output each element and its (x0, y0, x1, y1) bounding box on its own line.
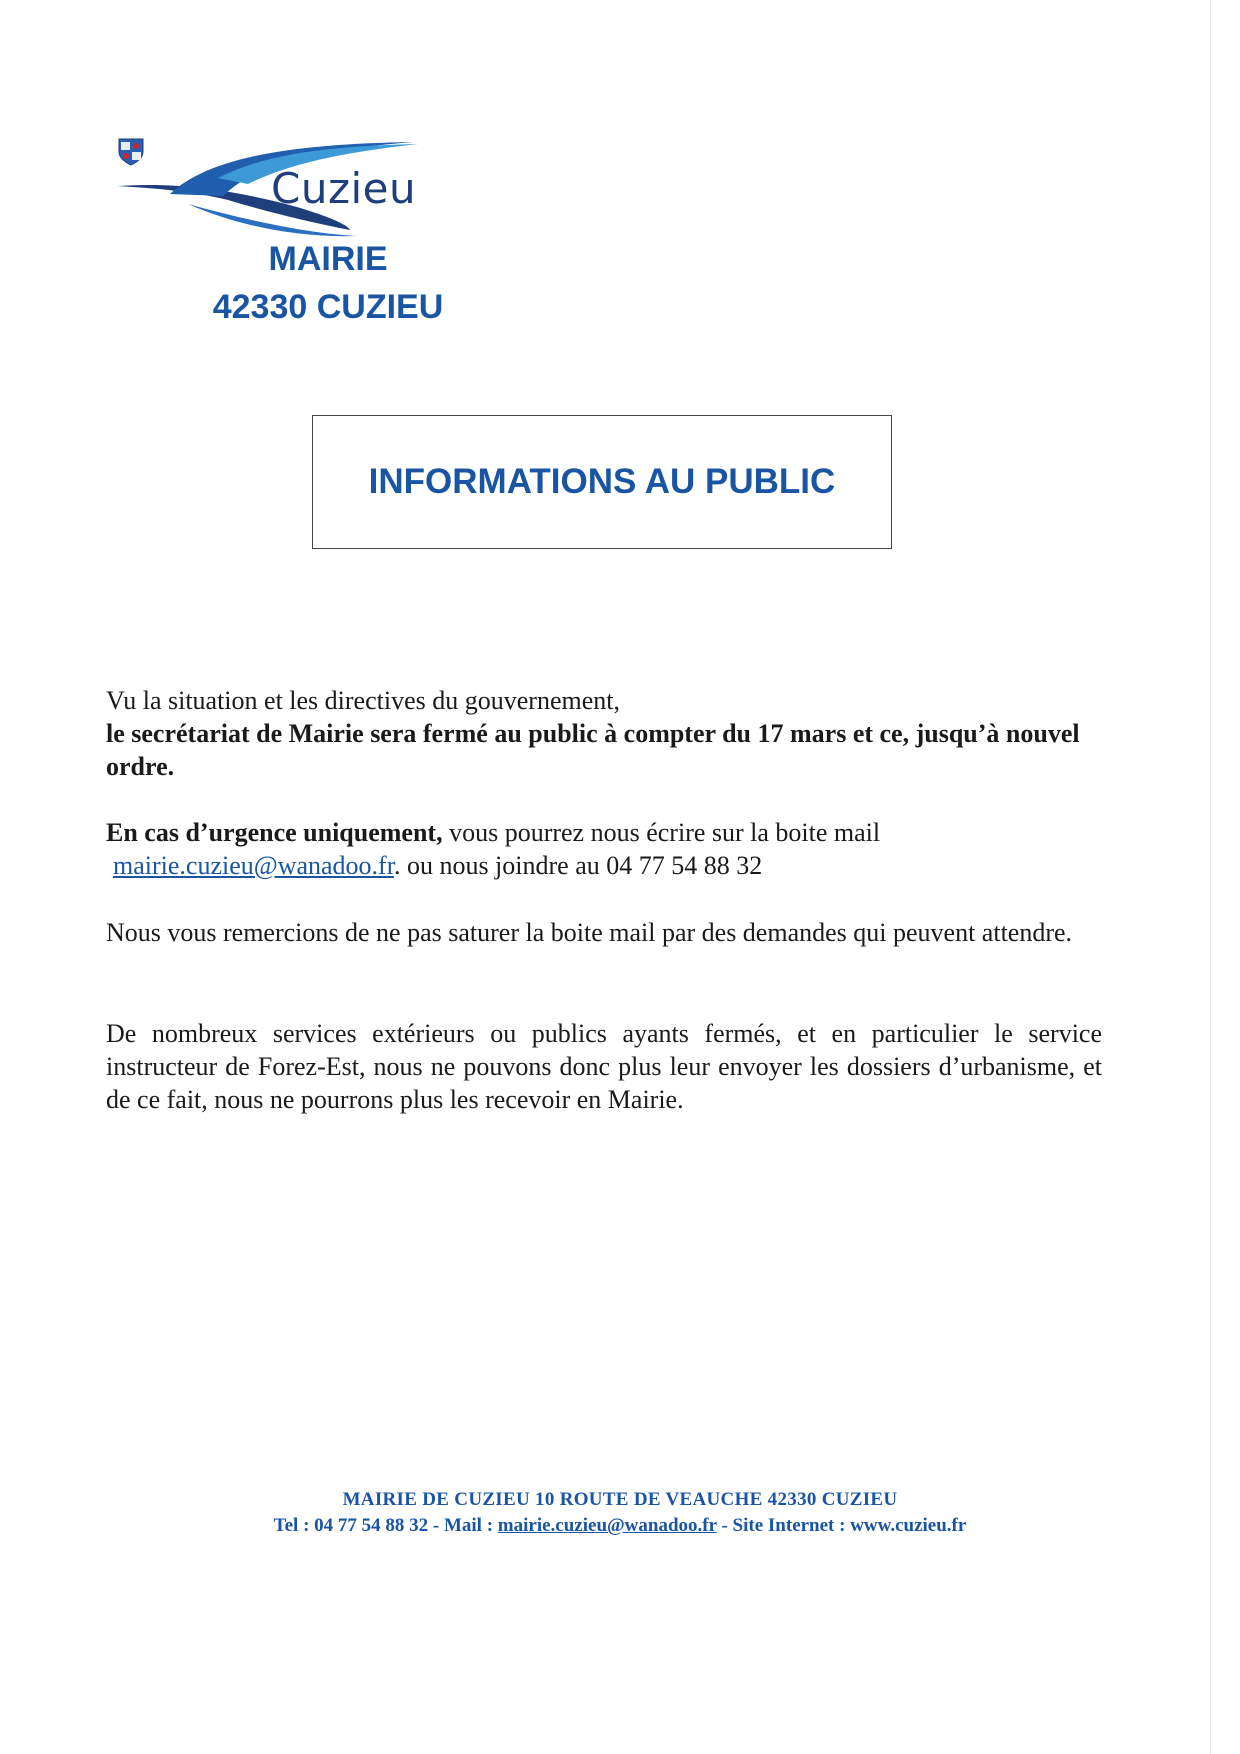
mairie-heading: MAIRIE (268, 240, 388, 278)
logo-wordmark: Cuzieu (271, 164, 417, 213)
footer-site: - Site Internet : www.cuzieu.fr (716, 1515, 967, 1536)
emergency-label: En cas d’urgence uniquement, (106, 818, 443, 847)
notice-title-box (312, 415, 892, 549)
emergency-text: vous pourrez nous écrire sur la boite mail (449, 818, 881, 847)
notice-title: INFORMATIONS AU PUBLIC (368, 462, 836, 501)
footer-email-link[interactable]: mairie.cuzieu@wanadoo.fr (497, 1515, 717, 1536)
emergency-phone-text: . ou nous joindre au 04 77 54 88 32 (393, 851, 763, 880)
footer-address: MAIRIE DE CUZIEU 10 ROUTE DE VEAUCHE 42330 CUZIEU (342, 1489, 898, 1510)
paragraph-mailbox: Nous vous remercions de ne pas saturer la boite mail par des demandes qui peuvent attendre. (106, 918, 1073, 947)
paragraph-closure-bold: le secrétariat de Mairie sera fermé au public à compter du 17 mars et ce, jusqu’à nouvel ordre. (106, 719, 1080, 781)
paragraph-emergency (106, 816, 1102, 882)
email-link[interactable]: mairie.cuzieu@wanadoo.fr (113, 851, 394, 880)
paragraph-closure (106, 684, 1102, 783)
mairie-city: 42330 CUZIEU (212, 288, 444, 326)
footer-contact (0, 1515, 1240, 1537)
paragraph-closure-intro: Vu la situation et les directives du gouvernement, (106, 686, 620, 715)
crest-icon (118, 138, 144, 166)
cuzieu-logo (118, 138, 468, 248)
footer-tel: Tel : 04 77 54 88 32 - Mail : (273, 1515, 498, 1536)
paragraph-urbanism: De nombreux services extérieurs ou publics ayants fermés, et en particulier le service instructeur de Forez-Est, nous ne pouvons donc plus leur envoyer les dossiers d’urbanisme, et de ce fait, nous ne pourrons plus les recevoir en Mairie. (106, 1019, 1102, 1114)
